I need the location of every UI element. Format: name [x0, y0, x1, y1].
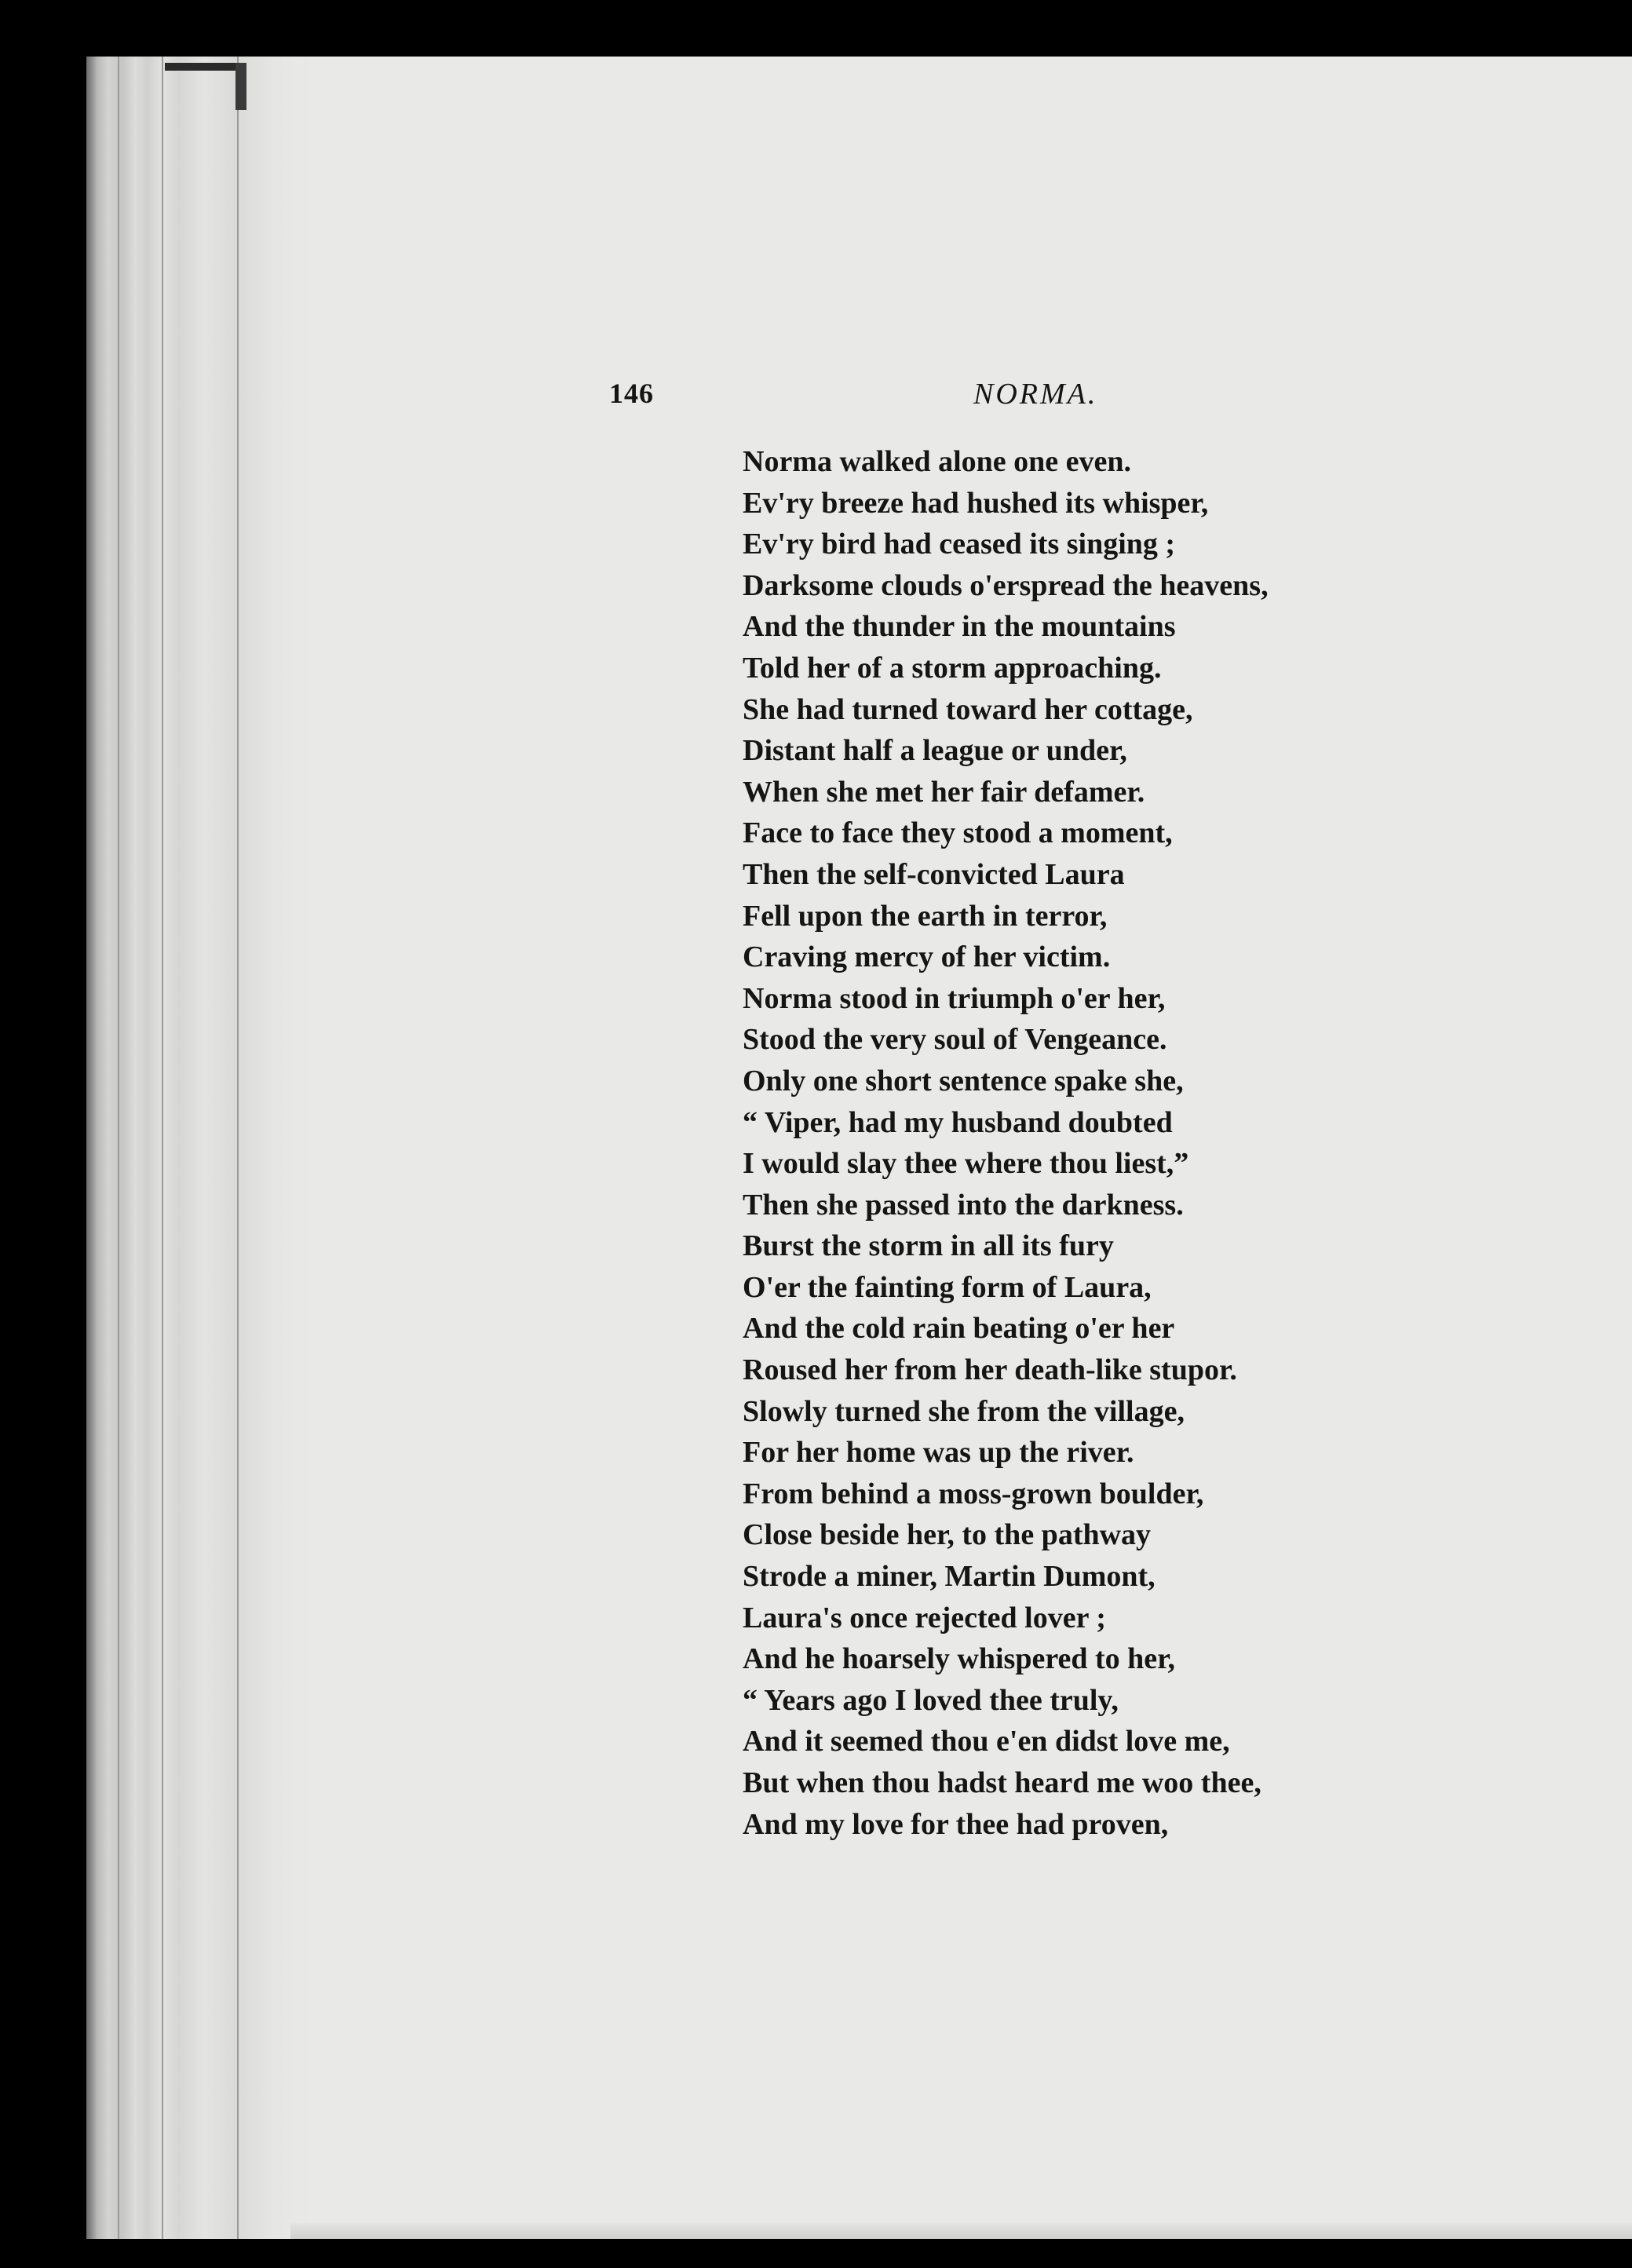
- poem-line: For her home was up the river.: [743, 1436, 1134, 1470]
- poem-line: And he hoarsely whispered to her,: [743, 1642, 1176, 1676]
- poem-line: Norma walked alone one even.: [743, 445, 1132, 478]
- poem-line: And it seemed thou e'en didst love me,: [743, 1725, 1230, 1759]
- poem-line: Strode a miner, Martin Dumont,: [743, 1560, 1156, 1594]
- poem-line: Close beside her, to the pathway: [743, 1518, 1152, 1552]
- poem-line: “ Viper, had my husband doubted: [743, 1105, 1173, 1139]
- page-bottom-edge: [290, 2223, 1632, 2239]
- poem-line: Laura's once rejected lover ;: [743, 1601, 1106, 1634]
- poem-line: Then she passed into the darkness.: [743, 1188, 1184, 1222]
- poem-text: [743, 441, 1269, 1845]
- poem-line: I would slay thee where thou liest,”: [743, 1147, 1189, 1181]
- poem-line: Darksome clouds o'erspread the heavens,: [743, 568, 1269, 602]
- poem-line: And my love for thee had proven,: [743, 1807, 1169, 1841]
- page-header: [0, 377, 1632, 424]
- page-edge-mark: [235, 63, 246, 110]
- poem-line: And the cold rain beating o'er her: [743, 1312, 1175, 1346]
- poem-line: Face to face they stood a moment,: [743, 816, 1173, 850]
- poem-line: Only one short sentence spake she,: [743, 1064, 1184, 1097]
- poem-line: Burst the storm in all its fury: [743, 1229, 1114, 1263]
- poem-line: But when thou hadst heard me woo thee,: [743, 1766, 1261, 1799]
- poem-line: Ev'ry bird had ceased its singing ;: [743, 528, 1176, 561]
- poem-line: “ Years ago I loved thee truly,: [743, 1683, 1119, 1717]
- poem-line: Fell upon the earth in terror,: [743, 899, 1108, 933]
- poem-line: When she met her fair defamer.: [743, 775, 1145, 809]
- poem-line: Roused her from her death-like stupor.: [743, 1353, 1237, 1387]
- poem-line: Stood the very soul of Vengeance.: [743, 1023, 1167, 1057]
- page-edge-mark: [165, 63, 235, 71]
- poem-line: Told her of a storm approaching.: [743, 651, 1162, 685]
- page-number: 146: [609, 378, 654, 409]
- poem-line: From behind a moss-grown boulder,: [743, 1477, 1204, 1510]
- poem-line: Craving mercy of her victim.: [743, 940, 1111, 974]
- poem-line: Then the self-convicted Laura: [743, 857, 1125, 891]
- poem-line: Slowly turned she from the village,: [743, 1394, 1185, 1428]
- poem-line: Norma stood in triumph o'er her,: [743, 981, 1166, 1015]
- running-title: NORMA.: [973, 378, 1098, 411]
- poem-line: Ev'ry breeze had hushed its whisper,: [743, 486, 1209, 520]
- poem-line: And the thunder in the mountains: [743, 610, 1176, 644]
- poem-line: She had turned toward her cottage,: [743, 692, 1193, 726]
- poem-line: O'er the fainting form of Laura,: [743, 1270, 1152, 1304]
- poem-line: Distant half a league or under,: [743, 734, 1127, 768]
